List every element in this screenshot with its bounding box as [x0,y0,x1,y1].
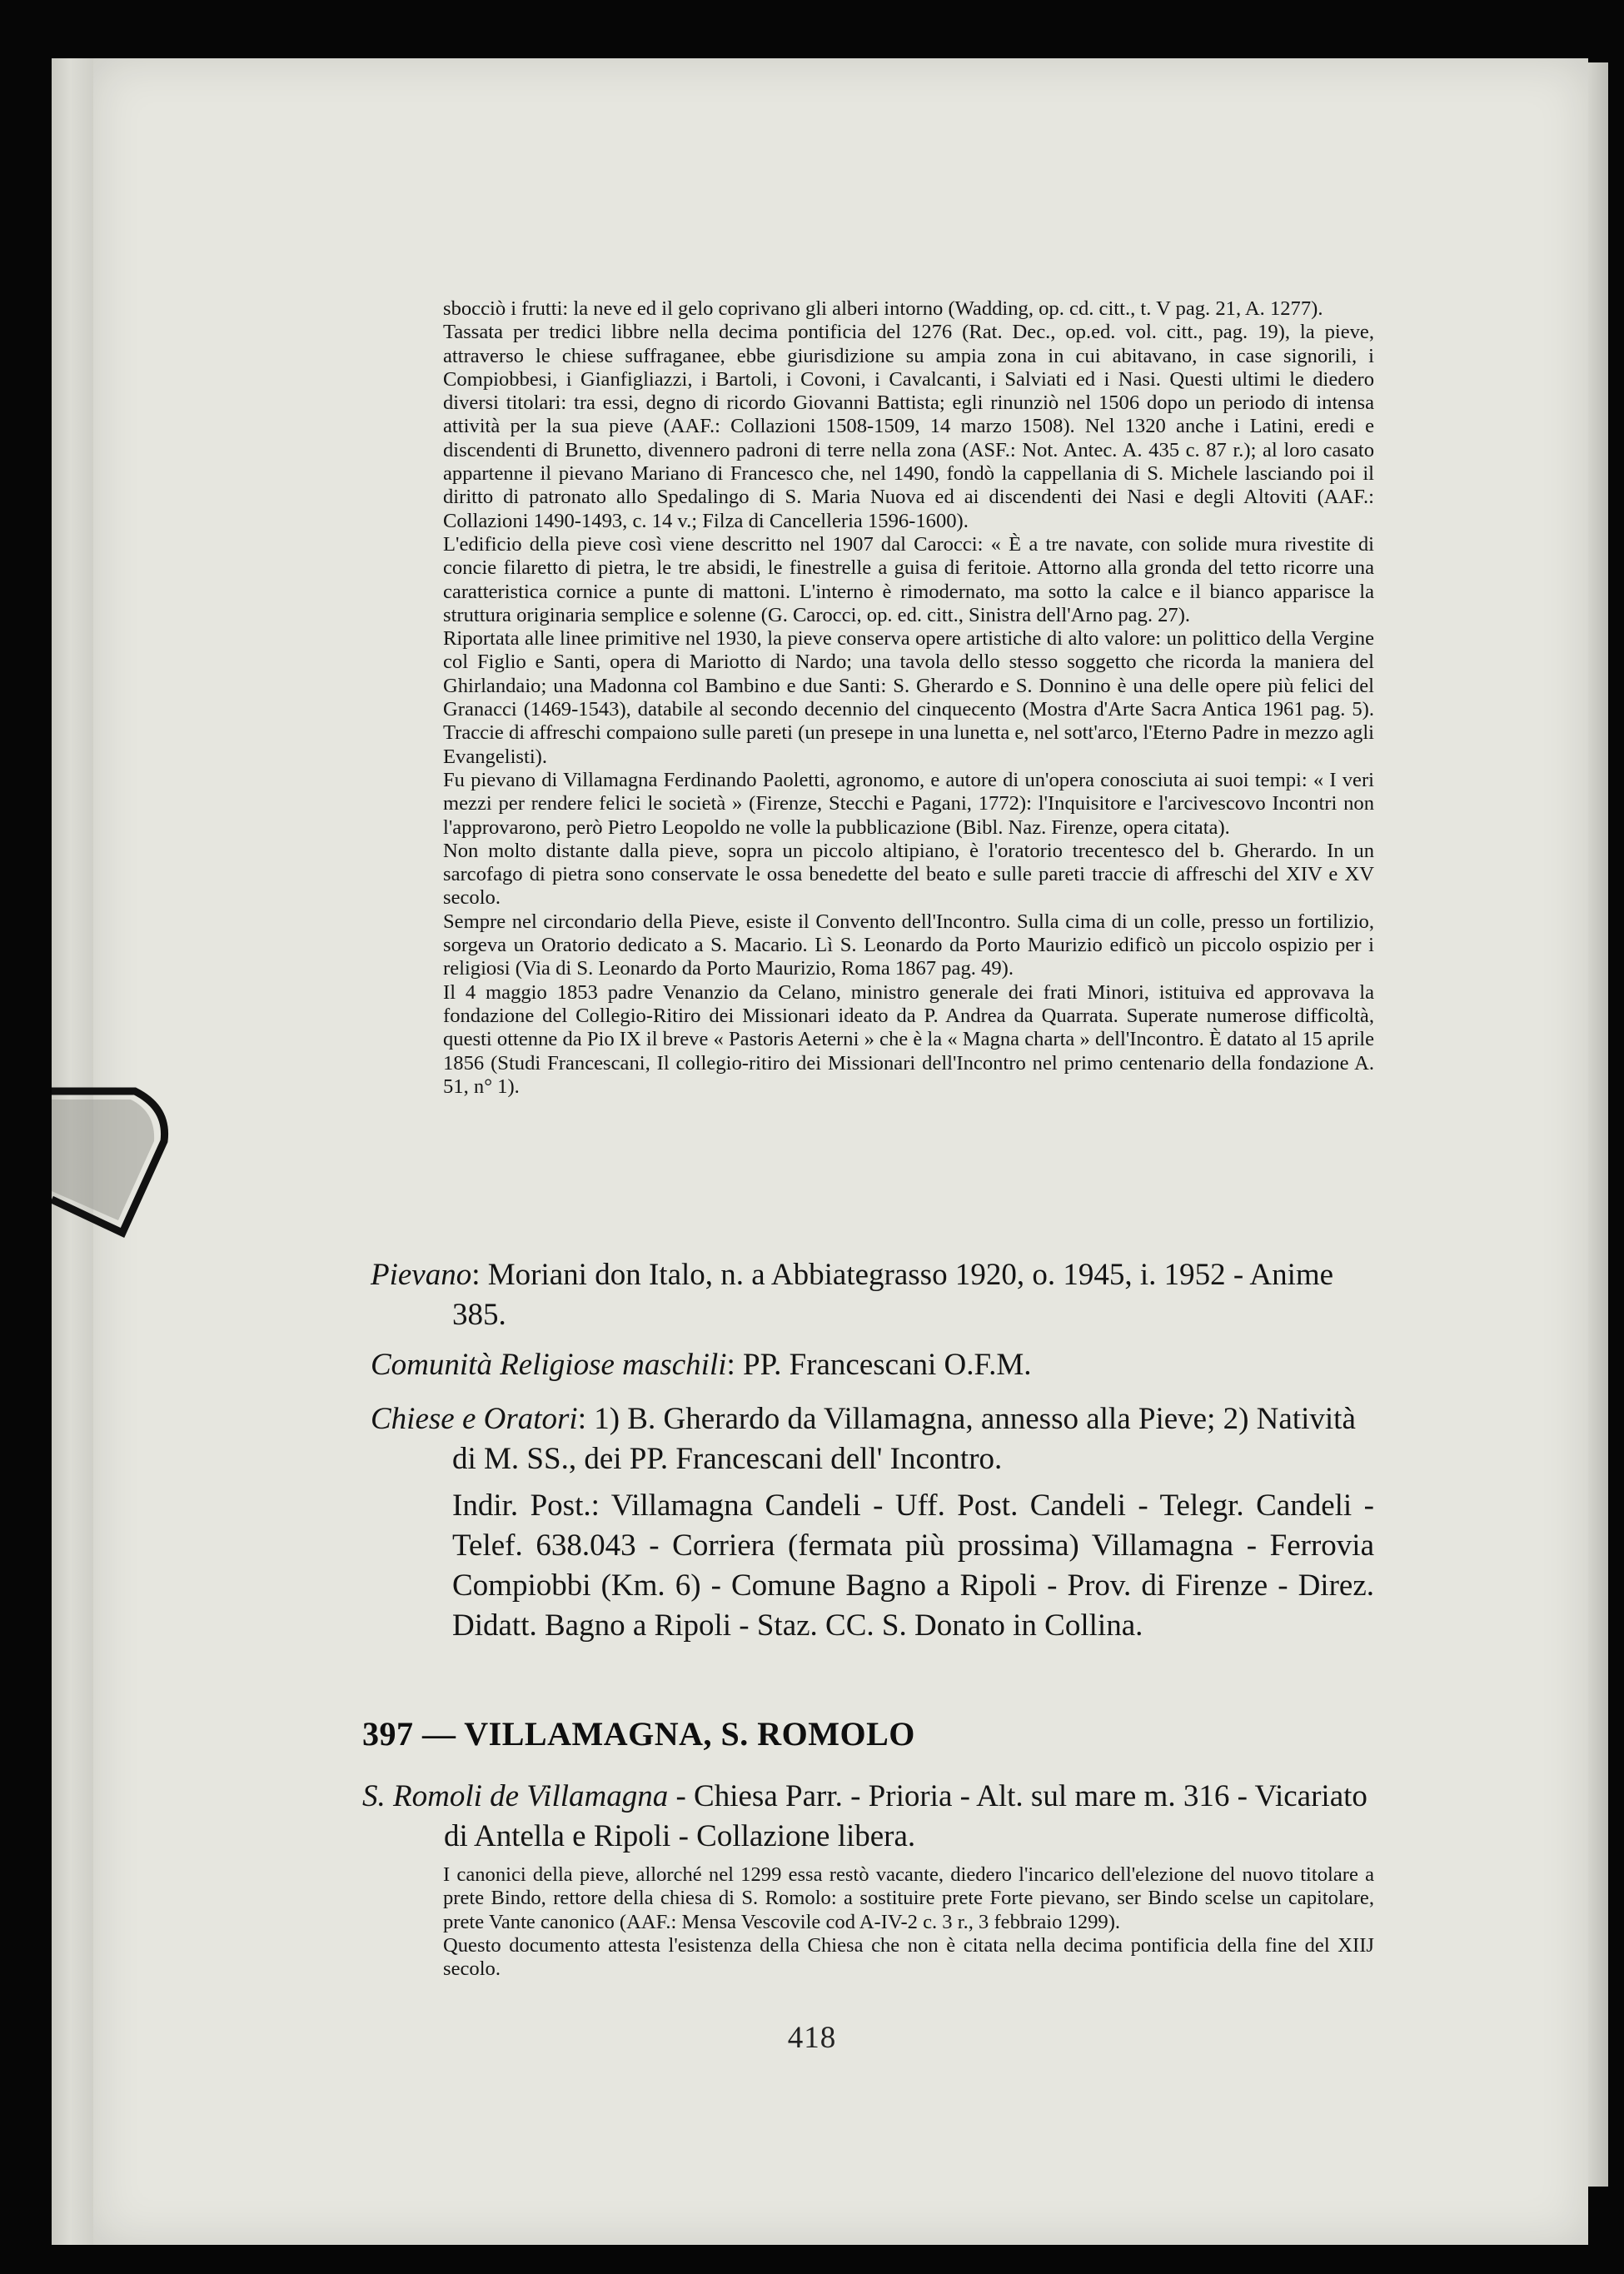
page-number: 418 [787,2021,837,2055]
comunita-text: : PP. Francescani O.F.M. [726,1348,1032,1382]
note-paragraph: Sempre nel circondario della Pieve, esiste il Convento dell'Incontro. Sulla cima di un colle, presso un fortilizio, sorgeva un Oratorio dedicato a S. Macario. Lì S. Leonardo da Porto Maurizio edificò un piccolo ospizio per i religiosi (Via di S. Leonardo da Porto Maurizio, Roma 1867 pag. 49). [443,910,1374,980]
romoli-entry [362,1777,1374,1857]
historical-notes-block [443,297,1374,1099]
comunita-entry [371,1345,1374,1385]
bookmark-clip-icon [52,1075,177,1249]
note-paragraph: Riportata alle linee primitive nel 1930, la pieve conserva opere artistiche di alto valore: un polittico della Vergine col Figlio e Santi, opera di Mariotto di Nardo; una tavola dello stesso soggetto che ricorda la maniera del Ghirlandaio; una Madonna col Bambino e due Santi: S. Gherardo e S. Donnino è una delle opere più felici del Granacci (1469-1543), databile al secondo decennio del cinquecento (Mostra d'Arte Sacra Antica 1961 pag. 5). Traccie di affreschi compaiono sulle pareti (un presepe in una lunetta e, nel sott'arco, l'Eterno Padre in mezzo agli Evangelisti). [443,627,1374,768]
chiese-entry [371,1399,1374,1479]
pievano-text: : Moriani don Italo, n. a Abbiategrasso 1920, o. 1945, i. 1952 - Anime 385. [452,1258,1334,1332]
postal-address-text: Indir. Post.: Villamagna Candeli - Uff. Post. Candeli - Telegr. Candeli - Telef. 638.043 - Corriera (fermata più prossima) Villamagna - Ferrovia Compiobbi (Km. 6) - Comune Bagno a Ripoli - Prov. di Firenze - Direz. Didatt. Bagno a Ripoli - Staz. CC. S. Donato in Collina. [452,1489,1374,1643]
note-paragraph: sbocciò i frutti: la neve ed il gelo coprivano gli alberi intorno (Wadding, op. cd. citt., t. V pag. 21, A. 1277). [443,297,1323,320]
pievano-entry [371,1255,1374,1335]
note-paragraph: Non molto distante dalla pieve, sopra un piccolo altipiano, è l'oratorio trecentesco del b. Gherardo. In un sarcofago di pietra sono conservate le ossa benedette del beato e sulle pareti traccie di affreschi del XIV e XV secolo. [443,839,1374,910]
section-heading: 397 — VILLAMAGNA, S. ROMOLO [362,1715,915,1753]
note-paragraph: Il 4 maggio 1853 padre Venanzio da Celano, ministro generale dei frati Minori, istituiva ed approvava la fondazione del Collegio-Ritiro dei Missionari ideato da P. Andrea da Quarrata. Superate numerose difficoltà, questi ottenne da Pio IX il breve « Pastoris Aeterni » che è la « Magna charta » dell'Incontro. È datato al 15 aprile 1856 (Studi Francescani, Il collegio-ritiro dei Missionari dell'Incontro nel primo centenario della fondazione A. 51, n° 1). [443,980,1374,1098]
comunita-label: Comunità Religiose maschili [371,1348,727,1382]
postal-address-block [452,1486,1374,1646]
romoli-text: - Chiesa Parr. - Prioria - Alt. sul mare m. 316 - Vicariato di Antella e Ripoli - Collazione libera. [444,1779,1367,1853]
note-paragraph: L'edificio della pieve così viene descritto nel 1907 dal Carocci: « È a tre navate, con solide mura rivestite di concie filaretto di pietra, le tre absidi, le finestrelle a guisa di feritoie. Attorno alla gronda del tetto ricorre una caratteristica cornice a punte di mattoni. L'interno è rimodernato, ma sotto la calce e il bianco apparisce la struttura originaria semplice e solenne (G. Carocci, op. ed. citt., Sinistra dell'Arno pag. 27). [443,532,1374,626]
chiese-label: Chiese e Oratori [371,1402,578,1436]
chiese-text: : 1) B. Gherardo da Villamagna, annesso alla Pieve; 2) Natività di M. SS., dei PP. Francescani dell' Incontro. [452,1402,1356,1476]
romoli-label: S. Romoli de Villamagna [362,1779,669,1813]
pievano-label: Pievano [371,1258,472,1292]
note-paragraph: Questo documento attesta l'esistenza della Chiesa che non è citata nella decima pontificia della fine del XIIJ secolo. [443,1933,1374,1981]
romolo-notes-block [443,1863,1374,1981]
note-paragraph: Tassata per tredici libbre nella decima pontificia del 1276 (Rat. Dec., op.ed. vol. citt., pag. 19), la pieve, attraverso le chiese suffraganee, ebbe giurisdizione su ampia zona in cui abitavano, in case signorili, i Compiobbesi, i Gianfigliazzi, i Bartoli, i Covoni, i Cavalcanti, i Salviati ed i Nasi. Questi ultimi le diedero diversi titolari: tra essi, degno di ricordo Giovanni Battista; egli rinunziò nel 1506 dopo un periodo di intensa attività per la sua pieve (AAF.: Collazioni 1508-1509, 14 marzo 1508). Nel 1320 anche i Latini, eredi e discendenti di Brunetto, divennero padroni di terre nella zona (ASF.: Not. Antec. A. 435 c. 87 r.); al loro casato appartenne il pievano Mariano di Francesco che, nel 1490, fondò la cappellania di S. Michele lasciando poi il diritto di patronato allo Spedalingo di S. Maria Nuova ed ai discendenti dei Nasi e degli Altoviti (AAF.: Collazioni 1490-1493, c. 14 v.; Filza di Cancelleria 1596-1600). [443,321,1374,532]
note-paragraph: I canonici della pieve, allorché nel 1299 essa restò vacante, diedero l'incarico dell'elezione del nuovo titolare a prete Bindo, rettore della chiesa di S. Romolo: a sostituire prete Forte pievano, ser Bindo scelse un capitolare, prete Vante canonico (AAF.: Mensa Vescovile cod A-IV-2 c. 3 r., 3 febbraio 1299). [443,1863,1374,1933]
note-paragraph: Fu pievano di Villamagna Ferdinando Paoletti, agronomo, e autore di un'opera conosciuta ai suoi tempi: « I veri mezzi per rendere felici le società » (Firenze, Stecchi e Pagani, 1772): l'Inquisitore e l'arcivescovo Incontri non l'approvarono, però Pietro Leopoldo ne volle la pubblicazione (Bibl. Naz. Firenze, opera citata). [443,768,1374,839]
book-edge-right [1587,62,1608,2187]
